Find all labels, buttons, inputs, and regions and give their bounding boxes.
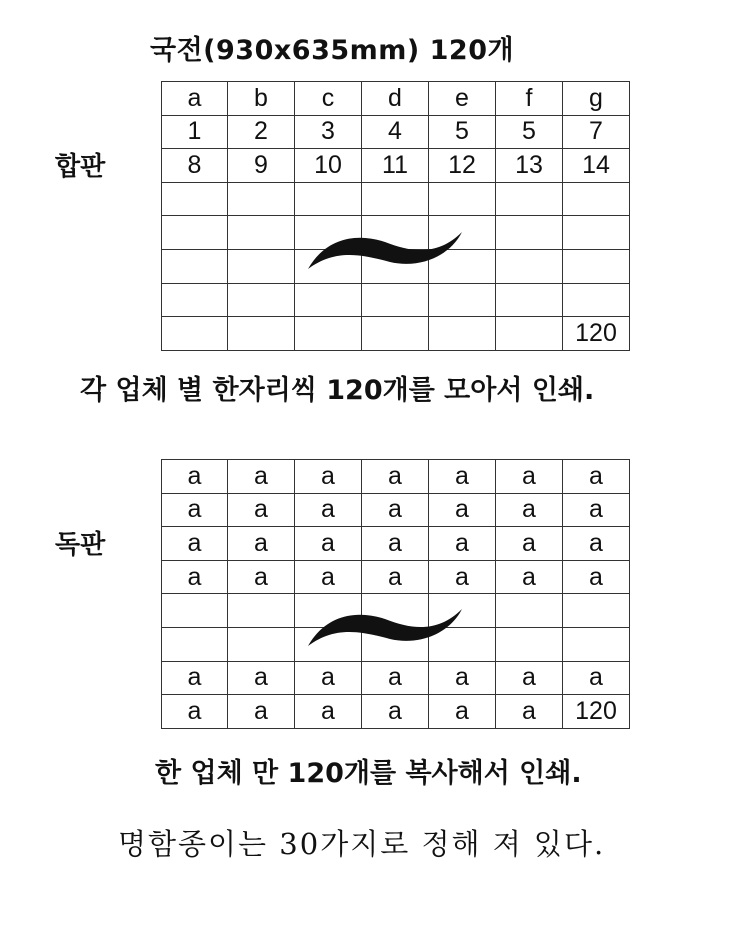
grid-cell: a — [162, 661, 228, 695]
grid-row — [162, 216, 630, 250]
grid-cell: e — [429, 82, 496, 116]
page-title: 국전(930x635mm) 120개 — [150, 35, 515, 66]
grid-row — [162, 182, 630, 216]
grid-cell: a — [563, 560, 630, 594]
grid-cell — [228, 317, 295, 351]
grid-cell — [228, 249, 295, 283]
grid-cell — [228, 627, 295, 661]
grid-row — [162, 661, 630, 695]
grid-cell: a — [162, 460, 228, 494]
grid-cell — [429, 216, 496, 250]
grid-cell — [162, 627, 228, 661]
grid-cell — [162, 317, 228, 351]
section2-label: 독판 — [55, 530, 106, 560]
grid-cell — [429, 627, 496, 661]
grid-cell — [162, 283, 228, 317]
grid-cell — [563, 182, 630, 216]
grid-cell: a — [295, 695, 362, 729]
grid-cell: a — [563, 460, 630, 494]
grid-row — [162, 695, 630, 729]
grid-row — [162, 460, 630, 494]
grid-cell: a — [295, 493, 362, 527]
grid-cell: c — [295, 82, 362, 116]
grid-row — [162, 149, 630, 183]
grid-row — [162, 283, 630, 317]
grid-cell: 4 — [362, 115, 429, 149]
grid-cell: a — [563, 661, 630, 695]
grid-cell — [496, 594, 563, 628]
grid-cell — [362, 182, 429, 216]
grid-cell: d — [362, 82, 429, 116]
grid-cell: a — [362, 560, 429, 594]
grid-cell: 5 — [496, 115, 563, 149]
grid-cell — [496, 317, 563, 351]
grid-cell: a — [228, 560, 295, 594]
grid-cell: a — [162, 560, 228, 594]
grid-cell: a — [295, 560, 362, 594]
grid-cell — [295, 594, 362, 628]
grid-row — [162, 527, 630, 561]
grid-cell — [362, 594, 429, 628]
grid-cell: a — [429, 460, 496, 494]
section2-grid — [161, 459, 630, 729]
grid-cell: 1 — [162, 115, 228, 149]
grid-cell: 120 — [563, 695, 630, 729]
grid-cell: a — [563, 527, 630, 561]
grid-cell: b — [228, 82, 295, 116]
grid-cell — [362, 627, 429, 661]
grid-row — [162, 493, 630, 527]
grid-cell: f — [496, 82, 563, 116]
grid-cell: a — [362, 661, 429, 695]
grid-cell: a — [362, 527, 429, 561]
grid-cell: a — [362, 493, 429, 527]
grid-cell — [496, 182, 563, 216]
grid-cell: g — [563, 82, 630, 116]
grid-cell: a — [228, 661, 295, 695]
grid-row — [162, 560, 630, 594]
grid-cell — [295, 627, 362, 661]
grid-cell: a — [496, 695, 563, 729]
grid-cell — [362, 249, 429, 283]
grid-cell — [295, 283, 362, 317]
grid-cell — [429, 182, 496, 216]
grid-cell: 14 — [563, 149, 630, 183]
grid-cell — [228, 594, 295, 628]
grid-cell — [295, 249, 362, 283]
grid-row — [162, 115, 630, 149]
grid-cell: a — [162, 493, 228, 527]
grid-cell: 8 — [162, 149, 228, 183]
grid-cell: a — [228, 695, 295, 729]
grid-cell: 7 — [563, 115, 630, 149]
grid-cell — [295, 182, 362, 216]
grid-cell: 2 — [228, 115, 295, 149]
grid-cell: a — [429, 493, 496, 527]
grid-cell — [429, 249, 496, 283]
grid-cell — [496, 627, 563, 661]
grid-cell — [295, 317, 362, 351]
grid-cell — [162, 182, 228, 216]
grid-row — [162, 82, 630, 116]
grid-cell: a — [228, 527, 295, 561]
grid-cell — [162, 594, 228, 628]
grid-cell — [429, 317, 496, 351]
grid-cell — [563, 594, 630, 628]
grid-cell: 9 — [228, 149, 295, 183]
grid-cell: a — [429, 661, 496, 695]
grid-cell — [429, 283, 496, 317]
grid-cell — [362, 283, 429, 317]
section1-grid — [161, 81, 630, 351]
grid-cell: a — [228, 493, 295, 527]
grid-cell — [162, 249, 228, 283]
grid-cell: a — [496, 560, 563, 594]
grid-cell: a — [496, 661, 563, 695]
grid-cell — [563, 283, 630, 317]
grid-cell: a — [563, 493, 630, 527]
grid-cell: a — [162, 82, 228, 116]
grid-cell: a — [295, 661, 362, 695]
grid-cell: a — [429, 560, 496, 594]
grid-cell — [496, 249, 563, 283]
grid-row — [162, 594, 630, 628]
grid-cell — [362, 216, 429, 250]
grid-cell: 10 — [295, 149, 362, 183]
grid-cell: 13 — [496, 149, 563, 183]
grid-cell — [496, 283, 563, 317]
grid-cell — [429, 594, 496, 628]
grid-cell: 3 — [295, 115, 362, 149]
grid-cell: a — [496, 527, 563, 561]
grid-cell: a — [295, 460, 362, 494]
grid-cell — [162, 216, 228, 250]
section2-caption: 한 업체 만 120개를 복사해서 인쇄. — [155, 758, 582, 789]
grid-cell: a — [162, 695, 228, 729]
grid-cell — [228, 283, 295, 317]
grid-cell: 12 — [429, 149, 496, 183]
grid-cell: a — [429, 695, 496, 729]
grid-cell — [228, 182, 295, 216]
grid-cell: a — [429, 527, 496, 561]
grid-cell — [295, 216, 362, 250]
grid-cell: a — [362, 695, 429, 729]
grid-cell — [362, 317, 429, 351]
grid-cell: 120 — [563, 317, 630, 351]
grid-cell — [563, 249, 630, 283]
grid-cell — [496, 216, 563, 250]
grid-row — [162, 627, 630, 661]
grid-cell: a — [496, 493, 563, 527]
grid-row — [162, 249, 630, 283]
grid-cell: a — [295, 527, 362, 561]
section1-caption: 각 업체 별 한자리씩 120개를 모아서 인쇄. — [80, 375, 595, 406]
grid-cell: a — [362, 460, 429, 494]
grid-cell: 11 — [362, 149, 429, 183]
grid-cell — [563, 627, 630, 661]
footer-note: 명함종이는 30가지로 정해 져 있다. — [118, 827, 606, 861]
grid-cell: a — [228, 460, 295, 494]
grid-cell: a — [162, 527, 228, 561]
section1-label: 합판 — [55, 152, 106, 182]
grid-row — [162, 317, 630, 351]
grid-cell — [228, 216, 295, 250]
grid-cell: a — [496, 460, 563, 494]
grid-cell: 5 — [429, 115, 496, 149]
grid-cell — [563, 216, 630, 250]
